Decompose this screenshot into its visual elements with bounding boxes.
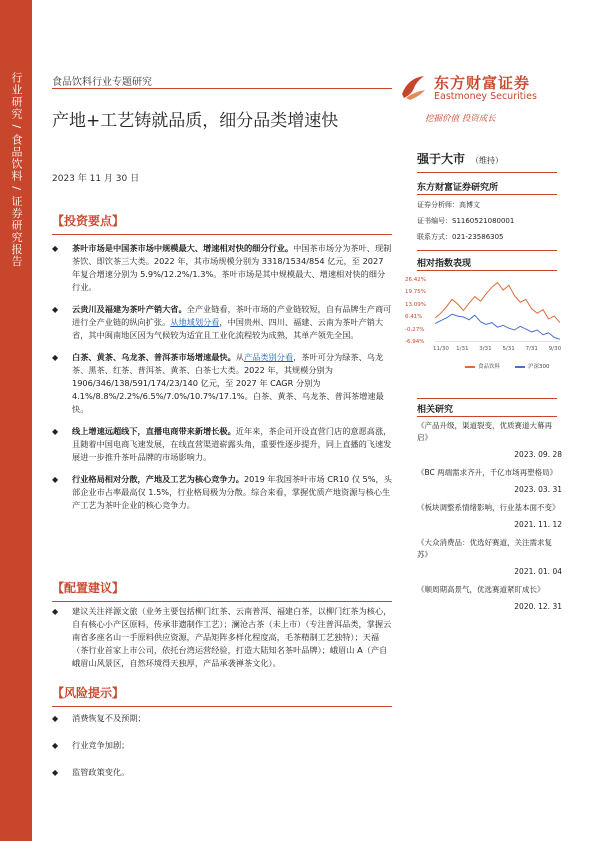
section-rule bbox=[52, 706, 392, 707]
list-item bbox=[52, 712, 392, 725]
x-tick-label: 9/30 bbox=[548, 346, 562, 352]
risk-text: 监管政策变化。 bbox=[72, 767, 130, 777]
report-category: 食品饮料行业专题研究 bbox=[52, 77, 152, 88]
brand-name-en: Eastmoney Securities bbox=[434, 91, 537, 102]
point-text: 近年来，茶企司开设直营门店的意愿高涨，且随着中国电商飞速发展，在线直营渠道崭露头角，重要性逐步提升，同上直播的飞速发展进一步推升茶叶品牌的市场影响力。 bbox=[72, 426, 392, 462]
investment-points bbox=[52, 242, 392, 521]
brand-slogan: 挖掘价值 投资成长 bbox=[425, 114, 496, 124]
y-tick-label: 19.75% bbox=[405, 289, 426, 296]
bullet-diamond-icon: ◆ bbox=[52, 427, 59, 436]
legend-swatch bbox=[465, 366, 475, 368]
legend-label: 食品饮料 bbox=[478, 364, 501, 370]
list-item bbox=[52, 242, 392, 294]
risk-list bbox=[52, 712, 392, 793]
bullet-diamond-icon: ◆ bbox=[52, 353, 59, 362]
institute-title: 东方财富证券研究所 bbox=[417, 183, 499, 193]
rating-divider bbox=[417, 172, 557, 173]
list-item bbox=[52, 303, 392, 342]
x-tick-label: 1/31 bbox=[456, 346, 469, 352]
list-item bbox=[52, 473, 392, 512]
list-item bbox=[52, 739, 392, 752]
report-date: 2023 年 11 月 30 日 bbox=[52, 174, 140, 184]
x-tick-label: 11/30 bbox=[433, 346, 449, 352]
brand-logo bbox=[398, 72, 588, 104]
research-item-title[interactable]: 《BC 两端需求齐升，千亿市场再塑格局》 bbox=[417, 468, 558, 477]
risk-text: 消费恢复不及预期； bbox=[72, 713, 146, 723]
page-title: 产地+工艺铸就品质，细分品类增速快 bbox=[52, 111, 339, 131]
bullet-diamond-icon: ◆ bbox=[52, 607, 59, 616]
research-item-date: 2023. 03. 31 bbox=[514, 485, 562, 494]
institute-divider bbox=[417, 194, 557, 195]
legend-label: 沪深300 bbox=[528, 364, 550, 370]
research-item-date: 2021. 01. 04 bbox=[514, 567, 562, 576]
section-rule bbox=[52, 601, 392, 602]
bullet-diamond-icon: ◆ bbox=[52, 741, 59, 750]
section-advice bbox=[52, 579, 392, 599]
advice-text: 建议关注祥源文旅（业务主要包括柳门红茶、云南普洱、福建白茶，以柳门红茶为核心，自有核心小产区原料，传承非遗制作工艺）；澜沧古茶（未上市）（专注普洱品类，掌握云南省多座名山一手原料供应资源，产品矩阵多样化程度高，毛茶精制工艺独特）；天福（茶行业首家上市公司，依托台湾运营经验，打造大陆知名茶叶品牌）；峨眉山 A（产自峨眉山风景区，自然环境得天独厚，产品承袭禅茶文化）。 bbox=[72, 606, 392, 668]
sidebar-text: 行业研究 / 食品饮料 / 证券研究报告 bbox=[10, 72, 23, 268]
point-text: 中国茶市场分为茶叶、现制茶饮、即饮茶三大类。2022 年，其市场规模分别为 3318/1534/854 亿元，至 2027 年复合增速分别为 5.9%/12.2%/1.3%。茶叶市场是其中规模最大、增速相对快的细分行业。 bbox=[72, 243, 392, 292]
research-item-title[interactable]: 《顺周期高景气，优选赛道紧盯成长》 bbox=[417, 585, 545, 594]
section-points-label: 【投资要点】 bbox=[52, 214, 125, 228]
chart-title: 相对指数表现 bbox=[417, 259, 472, 269]
research-item-title[interactable]: 《产品升级，渠道裂变，优质赛道大幕再启》 bbox=[417, 421, 552, 442]
legend-swatch bbox=[515, 366, 525, 368]
index-line-chart bbox=[435, 280, 560, 342]
sidebar bbox=[0, 0, 32, 841]
x-tick-label: 7/31 bbox=[525, 346, 538, 352]
y-tick-label: 26.42% bbox=[405, 277, 426, 283]
point-text: 全产业链看，茶叶市场的产业链较短，自有品牌生产商可进行全产业链的纵向扩张。 bbox=[72, 304, 392, 327]
chart-divider bbox=[417, 250, 557, 251]
research-item-title[interactable]: 《板块调整系情绪影响，行业基本面不变》 bbox=[417, 503, 560, 512]
industry-rating bbox=[417, 150, 503, 167]
point-text: ，茶叶可分为绿茶、乌龙茶、黑茶、红茶、普洱茶、黄茶、白茶七大类。2022 年，其规模分别为 1906/346/138/591/174/23/140 亿元，至 2027 年 CAGR 分别为 4.1%/8.8%/2.2%/6.5%/7.0%/10.7%/17.1%。白茶、黄茶、乌龙茶、普洱茶增速最快。 bbox=[72, 352, 384, 414]
series-line-1 bbox=[435, 314, 560, 339]
y-tick-label: -0.27% bbox=[405, 326, 425, 333]
section-risk-label: 【风险提示】 bbox=[52, 686, 125, 700]
bullet-diamond-icon: ◆ bbox=[52, 244, 59, 253]
bullet-diamond-icon: ◆ bbox=[52, 714, 59, 723]
section-rule bbox=[52, 234, 392, 235]
list-item bbox=[52, 605, 392, 670]
x-tick-label: 3/31 bbox=[479, 346, 492, 352]
point-heading: 茶叶市场是中国茶市场中规模最大、增速相对快的细分行业。 bbox=[72, 243, 294, 253]
rating-note: （维持） bbox=[471, 156, 504, 165]
research-item-date: 2020. 12. 31 bbox=[514, 602, 562, 611]
list-item bbox=[52, 351, 392, 416]
research-item-date: 2021. 11. 12 bbox=[514, 520, 562, 529]
brand-name-cn: 东方财富证券 bbox=[434, 74, 531, 92]
risk-text: 行业竞争加剧； bbox=[72, 740, 130, 750]
allocation-advice bbox=[52, 605, 392, 679]
point-text: 从 bbox=[235, 352, 244, 362]
section-risk bbox=[52, 684, 392, 704]
point-heading: 行业格局相对分散，产地及工艺为核心竞争力。 bbox=[72, 474, 244, 484]
section-points bbox=[52, 212, 392, 232]
research-item-date: 2023. 09. 28 bbox=[514, 450, 562, 459]
point-text: ，中国贵州、四川、福建、云南为茶叶产销大省，其中闽南地区因为气候较为适宜且工业化流程较为成熟，其单产领先全国。 bbox=[72, 317, 384, 340]
series-line-0 bbox=[435, 283, 560, 323]
point-heading: 白茶、黄茶、乌龙茶、普洱茶市场增速最快。 bbox=[72, 352, 236, 362]
bullet-diamond-icon: ◆ bbox=[52, 305, 59, 314]
rating-label: 强于大市 bbox=[417, 152, 466, 166]
relative-index-chart bbox=[405, 276, 565, 376]
research-title: 相关研究 bbox=[417, 405, 454, 415]
legend-food bbox=[465, 362, 500, 370]
bullet-diamond-icon: ◆ bbox=[52, 475, 59, 484]
point-heading: 线上增速远超线下，直播电商带来新增长极。 bbox=[72, 426, 236, 436]
research-title-divider bbox=[417, 416, 557, 417]
point-heading: 云贵川及福建为茶叶产销大省。 bbox=[72, 304, 187, 314]
point-text: 2019 年我国茶叶市场 CR10 仅 5%，头部企业市占率最高仅 1.5%，行业格局极为分散。综合来看，掌握优质产地资源与核心生产工艺为茶叶企业的核心竞争力。 bbox=[72, 474, 392, 510]
chart-title-divider bbox=[417, 270, 557, 271]
point-link[interactable]: 产品类别分看 bbox=[243, 352, 294, 362]
analyst-phone: 联系方式：021-23586305 bbox=[417, 233, 504, 241]
bullet-diamond-icon: ◆ bbox=[52, 768, 59, 777]
research-item-title[interactable]: 《大众消费品：优选好赛道，关注需求复苏》 bbox=[417, 538, 552, 559]
section-advice-label: 【配置建议】 bbox=[52, 581, 125, 595]
y-tick-label: -6.94% bbox=[405, 339, 425, 345]
x-tick-label: 5/31 bbox=[502, 346, 515, 352]
point-link[interactable]: 从地域划分看 bbox=[170, 317, 220, 327]
related-research-list bbox=[417, 420, 562, 619]
legend-hs300 bbox=[515, 362, 550, 370]
list-item bbox=[52, 425, 392, 464]
research-divider bbox=[417, 398, 557, 399]
brand-mark-icon bbox=[398, 72, 428, 102]
analyst-cert: 证书编号：S1160521080001 bbox=[417, 217, 515, 225]
list-item bbox=[52, 766, 392, 779]
header-divider bbox=[52, 88, 392, 89]
y-tick-label: 13.09% bbox=[405, 301, 426, 308]
y-tick-label: 6.41% bbox=[405, 314, 423, 321]
analyst-name: 证券分析师：高博文 bbox=[417, 201, 480, 209]
